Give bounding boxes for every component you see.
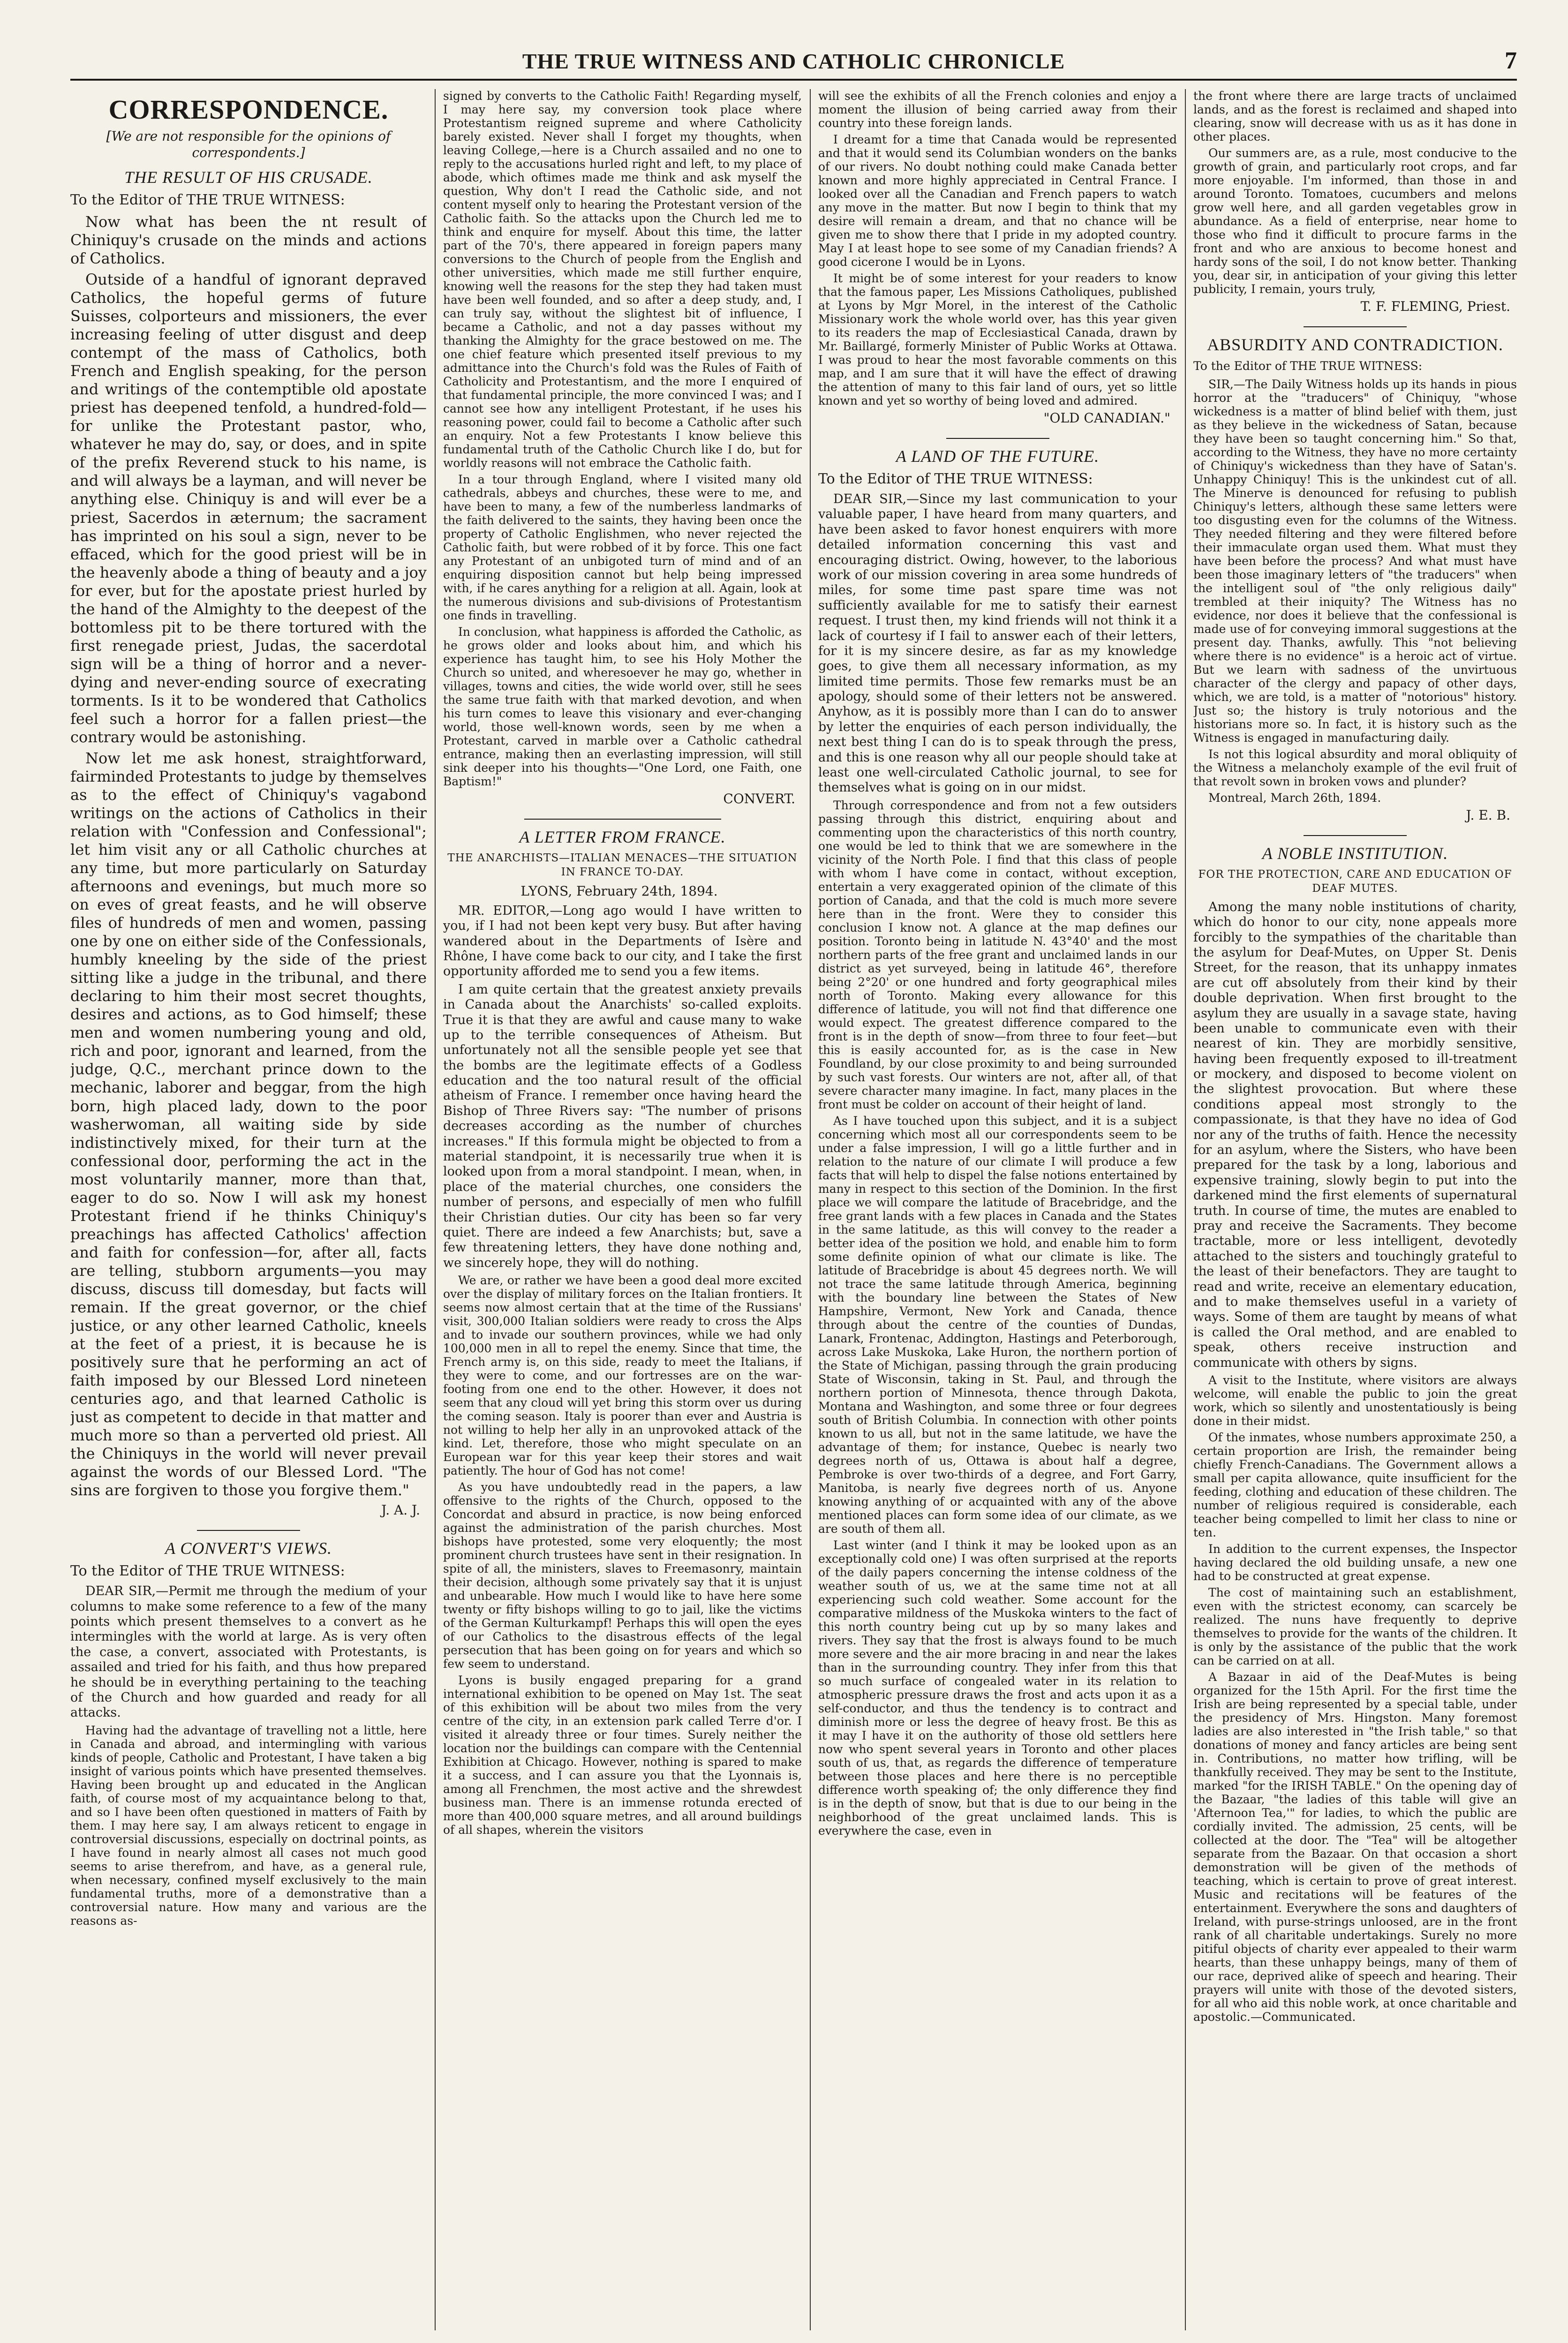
paragraph: As you have undoubtedly read in the papers, a law offensive to the rights of the Church, opposed to the Concordat and absurd in practice, is now being enforced against the administration of the parish churches. Most bishops have protested, some very eloquently; the most prominent church trustees have sent in their resignation. In spite of all, the ministers, slaves to Freemasonry, maintain their decision, although some privately say that it is unjust and unbearable. How much I would like to have here some twenty or fifty bishops willing to go to jail, like the victims of the German Kulturkampf! Perhaps this will open the eyes of our Catholics to the disastrous effects of the legal persecution that has been going on for years and which so few seem to understand. [443,1480,802,1671]
column-2 [443,89,802,2330]
paragraph: MR. EDITOR,—Long ago would I have written to you, if I had not been kept very busy. But after having wandered about in the Departments of Isère and Rhône, I have come back to our city, and I take the first opportunity afforded me to send you a few items. [443,903,802,979]
article-title: A NOBLE INSTITUTION. [1262,844,1448,863]
paragraph: Of the inmates, whose numbers approximate 250, a certain proportion are Irish, the remainder being chiefly French-Canadians. The Government allows a small per capita allowance, quite insufficient for the feeding, clothing and education of these children. The number of religious required is considerable, each teacher being compelled to limit her class to nine or ten. [1193,1430,1517,1539]
separator-rule [1304,326,1407,327]
paragraph: In addition to the current expenses, the Inspector having declared the old building unsafe, a new one had to be constructed at great expense. [1193,1542,1517,1583]
salutation: To the Editor of THE TRUE WITNESS: [70,1563,345,1580]
column-divider [810,89,811,2330]
signoff-date: Montreal, March 26th, 1894. [1208,791,1381,805]
separator-rule [197,1530,300,1531]
paragraph: In a tour through England, where I visited many old cathedrals, abbeys and churches, these were to me, and have been to many, a few of the numberless landmarks of the faith delivered to the saints, they having been once the property of Catholic Englishmen, who never rejected the Catholic faith, but were robbed of it by force. This one fact any Protestant of an unbigoted turn of mind and of an enquiring disposition cannot but help being impressed with, if he cares anything for a religion at all. Again, look at the numerous divisions and sub-divisions of Protestantism one finds in travelling. [443,473,802,622]
paragraph: I dreamt for a time that Canada would be represented and that it would send its Columbian wonders on the banks of our rivers. No doubt nothing could make Canada better known and more highly appreciated in Central France. I looked over all the Canadian and French papers to watch any move in the matter. But now I begin to think that my desire will remain a dream, and that no chance will be given me to show there that I pride in my adopted country. May I at least hope to see some of my Canadian friends? A good cicerone I would be in Lyons. [818,133,1177,269]
section-heading: CORRESPONDENCE. [108,94,389,125]
salutation: To the Editor of THE TRUE WITNESS: [1193,359,1423,373]
paragraph: Our summers are, as a rule, most conducive to the growth of grain, and particularly root crops, and far more enjoyable. I'm informed, than those in and around Toronto. Tomatoes, cucumbers and melons grow well here, and all garden vegetables grow in abundance. As a field of enterprise, near home to those who find it difficult to procure farms in the front and who are anxious to become honest and hardy sons of the soil, I do not know better. Thanking you, dear sir, in anticipation of your giving this letter publicity, I remain, yours truly, [1193,146,1517,296]
column-divider [1185,89,1186,2330]
newspaper-title: THE TRUE WITNESS AND CATHOLIC CHRONICLE [522,49,1065,73]
paragraph: As I have touched upon this subject, and it is a subject concerning which most all our correspondents seem to be under a false impression, I will go a little further and in relation to the nature of our climate I will produce a few facts that will help to dispel the false notions entertained by many in respect to this section of the Dominion. In the first place we will compare the latitude of Bracebridge, and the free grant lands with a few places in Canada and the States in the same latitude, as this will convey to the reader a better idea of the position we hold, and enable him to form some definite opinion of what our climate is like. The latitude of Bracebridge is about 45 degrees north. We will not trace the same latitude through America, beginning with the boundary line between the States of New Hampshire, Vermont, New York and Canada, thence through about the centre of the counties of Dundas, Lanark, Frontenac, Addington, Hastings and Peterborough, across Lake Muskoka, Lake Huron, the northern portion of the State of Michigan, passing through the grain producing State of Wisconsin, taking in St. Paul, and through the northern portion of Minnesota, thence through Dakota, Montana and Washington, and some three or four degrees south of British Columbia. In connection with other points known to us all, but not in the same latitude, we have the advantage of them; for instance, Quebec is nearly two degrees north of us, Ottawa is about half a degree, Pembroke is over two-thirds of a degree, and Fort Garry, Manitoba, is nearly five degrees north of us. Anyone knowing anything of or acquainted with any of the above mentioned places can form some idea of our climate, as we are south of them all. [818,1114,1177,1536]
paragraph: DEAR SIR,—Permit me through the medium of your columns to make some reference to a few of the many points which present themselves to a convert as he intermingles with the world at large. As is very often the case, a convert, associated with Protestants, is assailed and tried for his faith, and thus how prepared he should be in everything pertaining to the teaching of the Church and how guarded and ready for all attacks. [70,1584,427,1720]
masthead [70,47,1517,74]
column-divider [435,89,436,2330]
salutation: To the Editor of THE TRUE WITNESS: [818,471,1093,487]
paragraph: The cost of maintaining such an establishment, even with the strictest economy, can scarcely be realized. The nuns have frequently to deprive themselves to provide for the wants of the children. It is only by the assistance of the public that the work can be carried on at all. [1193,1585,1517,1667]
paragraph: will see the exhibits of all the French colonies and enjoy a moment the illusion of being carried away from their country into these foreign lands. [818,89,1177,130]
article-subtitle: FOR THE PROTECTION, CARE AND EDUCATION OF DEAF MUTES. [1198,868,1512,895]
paragraph: the front where there are large tracts of unclaimed lands, and as the forest is reclaimed and shaped into clearing, snow will decrease with us as it has done in other places. [1193,89,1517,143]
paragraph: Now let me ask honest, straightforward, fairminded Protestants to judge by themselves as to the effect of Chiniquy's vagabond writings on the actions of Catholics in their relation with "Confession and Confessional"; let him visit any or all Catholic churches at any time, but more particularly on Saturday afternoons and evenings, but much more so on eves of great feasts, and he will observe files of hundreds of men and women, passing one by one on either side of the Confessionals, humbly kneeling by the side of the priest sitting like a judge in the tribunal, and there declaring to him their most secret thoughts, desires and actions, as to God himself; these men and women numbering young and old, rich and poor, ignorant and learned, from the judge, Q.C., merchant prince down to the mechanic, laborer and beggar, from the high born, high placed lady, down to the poor washerwoman, all waiting side by side indistinctively mixed, for their turn at the confessional door, performing the act in the most voluntarily manner, more than that, eager to do so. Now I will ask my honest Protestant friend if he thinks Chiniquy's preachings has affected Catholics' affection and faith for confession—for, after all, facts are telling, stubborn arguments—you may discuss, discuss till domesday, but facts will remain. If the great governor, or the chief justice, or any other learned Catholic, kneels at the feet of a priest, it is because he is positively sure that he performing an act of faith imposed by our Blessed Lord nineteen centuries ago, and that learned Catholic is just as competent to decide in that matter and much more so than a perverted old priest. All the Chiniquys in the world will never prevail against the words of our Blessed Lord. "The sins are forgiven to those you forgive them." [70,749,427,1499]
paragraph: DEAR SIR,—Since my last communication to your valuable paper, I have heard from many quarters, and have been asked to favor honest enquirers with more detailed information concerning this vast and encouraging district. Owing, however, to the laborious work of our mission covering in area some hundreds of miles, for some time past spare time was not sufficiently available for me to satisfy their earnest request. I trust then, my kind friends will not think it a lack of courtesy if I fail to answer each of their letters, for it is my sincere desire, as far as my knowledge goes, to give them all necessary information, as my limited time permits. Those few remarks must be an apology, should some of their letters not be answered. Anyhow, as it is possibly more than I can do to answer by letter the enquiries of each person individually, the next best thing I can do is to speak through the press, and this is one reason why all our people should take at least one well-circulated Catholic journal, to see for themselves what is going on in our midst. [818,492,1177,795]
paragraph: I am quite certain that the greatest anxiety prevails in Canada about the Anarchists' so-called exploits. True it is that they are awful and cause many to wake up to the terrible consequences of Atheism. But unfortunately not all the sensible people yet see that the bombs are the legitimate effects of a Godless education and the too natural result of the official atheism of France. I remember once having heard the Bishop of Three Rivers say: "The number of prisons decreases according as the number of churches increases." If this formula might be objected to from a material standpoint, it is necessarily true when it is looked upon from a moral standpoint. I mean, when, in place of the material churches, one considers the number of persons, and especially of men who fulfill their Christian duties. Our city has been so far very quiet. There are indeed a few Anarchists; but, save a few threatening letters, they have done nothing and, we sincerely hope, they will do nothing. [443,982,802,1270]
column-1 [70,89,427,2330]
signature: J. E. B. [1466,807,1510,823]
paragraph: Through correspondence and from not a few outsiders passing through this district, enquiring about and commenting upon the characteristics of this north country, one would be led to think that we are somewhere in the vicinity of the North Pole. I find that this class of people with whom I have come in contact, without exception, entertain a very exaggerated opinion of the climate of this portion of Canada, and that the cold is much more severe here than in the front. Were they to consider this conclusion I know not. A glance at the map defines our position. Toronto being in latitude N. 43°40' and the most northern parts of the free grant and unclaimed lands in our district as yet surveyed, being in latitude 46°, therefore being 2°20' or one hundred and forty geographical miles north of Toronto. Making every allowance for this difference of latitude, you will not find that difference one would expect. The greatest difference compared to the front is in the depth of snow—from three to four feet—but this is easily accounted for, as is the case in New Foundland, by our close proximity to and being surrounded by such vast forests. Our winters are not, after all, of that severe character many imagine. In fact, many places in the front must be colder on account of their height of land. [818,798,1177,1111]
paragraph: A visit to the Institute, where visitors are always welcome, will enable the public to join the great work, which so silently and unostentatiously is being done in their midst. [1193,1373,1517,1428]
paragraph: It might be of some interest for your readers to know that the famous paper, Les Missions Catholiques, published at Lyons by Mgr Morel, in the interest of the Catholic Missionary work the whole world over, has this year given to its readers the map of Ecclesiastical Canada, drawn by Mr. Baillargé, formerly Minister of Public Works at Ottawa. I was proud to hear the most favorable comments on this map, and I am sure that it will have the effect of drawing the attention of many to this fair land of ours, yet so little known and yet so worthy of being loved and admired. [818,271,1177,407]
paragraph: We are, or rather we have been a good deal more excited over the display of military forces on the Italian frontiers. It seems now almost certain that at the time of the Russians' visit, 300,000 Italian soldiers were ready to cross the Alps and to invade our southern provinces, while we had only 100,000 men in all to repel the enemy. Since that time, the French army is, on this side, ready to meet the Italians, if they were to come, and our fortresses are on the war-footing from one end to the other. However, it does not seem that any cloud will yet bring this storm over us during the coming season. Italy is poorer than ever and Austria is not willing to help her ally in an unprovoked attack of the kind. Let, therefore, those who might speculate on an European war for this year keep their stores and wait patiently. The hour of God has not come! [443,1273,802,1478]
header-rule [70,79,1517,81]
paragraph: A Bazaar in aid of the Deaf-Mutes is being organized for the 15th April. For the first time the Irish are being represented by a special table, under the presidency of Mrs. Hingston. Many foremost ladies are also interested in "the Irish table," so that donations of money and fancy articles are being sent in. Contributions, no matter how trifling, will be thankfully received. They may be sent to the Institute, marked "for the IRISH TABLE." On the opening day of the Bazaar, "the ladies of this table will give an 'Afternoon Tea,'" for ladies, to which the public are cordially invited. The admission, 25 cents, will be collected at the door. The "Tea" will be altogether separate from the Bazaar. On that occasion a short demonstration will be given of the methods of teaching, which is certain to prove of great interest. Music and recitations will be features of the entertainment. Everywhere the sons and daughters of Ireland, with purse-strings unloosed, are in the front rank of all charitable undertakings. Surely no more pitiful objects of charity ever appealed to their warm hearts, than these unhappy beings, many of them of our race, deprived alike of speech and hearing. Their prayers will unite with those of the devoted sisters, for all who aid this noble work, at once charitable and apostolic.—Communicated. [1193,1670,1517,2024]
article-title: ABSURDITY AND CONTRADICTION. [1207,335,1503,354]
signature: J. A. J. [381,1502,420,1518]
editorial-disclaimer: [We are not responsible for the opinions of correspondents.] [106,128,391,160]
paragraph: Now what has been the nt result of Chiniquy's crusade on the minds and actions of Catholics. [70,213,427,268]
article-title: A LETTER FROM FRANCE. [519,828,726,846]
separator-rule [1304,835,1407,836]
separator-rule [524,819,721,820]
signature: T. F. FLEMING, Priest. [1360,299,1510,314]
paragraph: Among the many noble institutions of charity, which do honor to our city, none appeals more forcibly to the sympathies of the charitable than the asylum for Deaf-Mutes, on Upper St. Denis Street, for the reason, that its unhappy inmates are cut off absolutely from their kind by their double deprivation. When first brought to the asylum they are usually in a savage state, having been unable to communicate even with their nearest of kin. They are morbidly sensitive, having been frequently exposed to ill-treatment or mockery, and disposed to become violent on the slightest provocation. But where these conditions appeal most strongly to the compassionate, is that they have no idea of God nor any of the truths of faith. Hence the necessity for an asylum, where the Sisters, who have been prepared for the task by a long, laborious and expensive training, slowly begin to put into the darkened mind the first elements of supernatural truth. In course of time, the mutes are enabled to pray and receive the Sacraments. They become tractable, more or less intelligent, devotedly attached to the sisters and touchingly grateful to the least of their benefactors. They are taught to read and write, receive an elementary education, and to make themselves useful in a variety of ways. Some of them are taught by means of what is called the Oral method, and are enabled to speak, others receive instruction and communicate with others by signs. [1193,899,1517,1370]
paragraph: Outside of a handful of ignorant depraved Catholics, the hopeful germs of future Suisses, colporteurs and missioners, the ever increasing feeling of utter disgust and deep contempt of the mass of Catholics, both French and English speaking, for the person and writings of the contemptible old apostate priest has deepened tenfold, a hundred-fold—for unlike the Protestant pastor, who, whatever he may do, say, or does, and in spite of the prefix Reverend stuck to his name, is and will always be a layman, and will never be anything else. Chiniquy is and will ever be a priest, Sacerdos in æternum; the sacrament has imprinted on his soul a sign, never to be effaced, which for the good priest will be in the heavenly abode a thing of beauty and a joy for ever, but for the apostate priest hurled by the hand of the Almighty to the deepest of the bottomless pit to be there tortured with the first renegade priest, Judas, the sacerdotal sign will be a thing of horror and a never-dying and never-ending source of execrating torments. Is it to be wondered that Catholics feel such a horror for a fallen priest—the contrary would be astonishing. [70,271,427,746]
article-title: A LAND OF THE FUTURE. [896,447,1100,466]
paragraph: Having had the advantage of travelling not a little, here in Canada and abroad, and intermingling with various kinds of people, Catholic and Protestant, I have taken a big insight of various points which have presented themselves. Having been brought up and educated in the Anglican faith, of course most of my acquaintance belong to that, and so I have been often questioned in matters of Faith by them. I may here say, I am always reticent to engage in controversial discussions, especially on doctrinal points, as I have found in nearly almost all cases not much good seems to arise therefrom, and have, as a general rule, when necessary, confined myself exclusively to the main fundamental truths, more of a demonstrative than a controversial nature. How many and various are the reasons as- [70,1723,427,1928]
article-title: THE RESULT OF HIS CRUSADE. [124,168,373,187]
separator-rule [946,438,1049,439]
signature: CONVERT. [723,791,795,806]
article-subtitle: THE ANARCHISTS—ITALIAN MENACES—THE SITUATION IN FRANCE TO-DAY. [447,852,798,878]
paragraph: Is not this logical absurdity and moral obliquity of the Witness a melancholy example of the evil fruit of that revolt sown in broken vows and plunder? [1193,747,1517,788]
column-3 [818,89,1177,2330]
paragraph: Last winter (and I think it may be looked upon as an exceptionally cold one) I was often surprised at the reports of the daily papers concerning the intense coldness of the weather south of us, we at the same time not at all experiencing such cold weather. Some account for the comparative mildness of the Muskoka winters to the fact of this north country being cut up by so many lakes and rivers. They say that the frost is always found to be much more severe and the air more bracing in and near the lakes than in the surrounding country. They infer from this that so much surface of congealed water in its relation to atmospheric pressure draws the frost and acts upon it as a self-conductor, and thus the tendency is to contract and diminish more or less the degree of heavy frost. Be this as it may I have it on the authority of those old settlers here now who spent several years in Toronto and other places south of us, that, as regards the difference of temperature between those places and here there is no perceptible difference worth speaking of; the only difference they find is in the depth of snow, but that is due to our being in the neighborhood of the great unclaimed lands. This is everywhere the case, even in [818,1538,1177,1838]
paragraph: signed by converts to the Catholic Faith! Regarding myself, I may here say, my conversion took place where Protestantism reigned supreme and where Catholicity barely existed. Never shall I forget my thoughts, when leaving College,—here is a Church assailed and no one to reply to the accusations hurled right and left, to my place of abode, which oftimes made me think and ask myself the question, Why don't I read the Catholic side, and not content myself only to hearing the Protestant version of the Catholic faith. So the attacks upon the Church led me to think and enquire for myself. About this time, the latter part of the 70's, there appeared in foreign papers many conversions to the Church of people from the English and other universities, which made me still further enquire, knowing well the reasons for the step they had taken must have been well founded, and so after a deep study, and, I can truly say, without the slightest bit of influence, I became a Catholic, and not a day passes without my thanking the Almighty for the grace bestowed on me. The one chief feature which presented itself previous to my admittance into the Church's fold was the Rules of Faith of Catholicity and Protestantism, and the more I enquired of that fundamental principle, the more convinced I was; and I cannot see how any intelligent Protestant, if he uses his reasoning power, could fail to become a Catholic after such an enquiry. Not a few Protestants I know believe this fundamental truth of the Catholic Church like I do, but for worldly reasons will not embrace the Catholic faith. [443,89,802,470]
article-title: A CONVERT'S VIEWS. [165,1539,332,1558]
paragraph: In conclusion, what happiness is afforded the Catholic, as he grows older and looks about him, and which his experience has taught him, to see his Holy Mother the Church so united, and wheresoever he may go, whether in villages, towns and cities, the wide world over, still he sees the same true faith with that marked devotion, and when his turn comes to leave this visionary and ever-changing world, those well-known words, seen by me when a Protestant, carved in marble over a Catholic cathedral entrance, making then an everlasting impression, will still sink deeper into his thoughts—"One Lord, one Faith, one Baptism!" [443,625,802,788]
column-4 [1193,89,1517,2330]
signature: "OLD CANADIAN." [1043,410,1170,426]
salutation: To the Editor of THE TRUE WITNESS: [70,192,345,208]
dateline: LYONS, February 24th, 1894. [520,883,718,899]
page-number: 7 [1505,47,1517,74]
paragraph: Lyons is busily engaged preparing for a grand international exhibition to be opened on May 1st. The seat of this exhibition will be about two miles from the very centre of the city, in an extension park called Terre d'or. I visited it already three or four times. Surely neither the location nor the buildings can compare with the Centennial Exhibition at Chicago. However, nothing is spared to make it a success, and I can assure you that the Lyonnais is, among all Frenchmen, the most active and the shrewdest business man. There is an immense rotunda erected of more than 400,000 square metres, and all around buildings of all shapes, wherein the visitors [443,1673,802,1837]
paragraph: SIR,—The Daily Witness holds up its hands in pious horror at the "traducers" of Chiniquy, "whose wickedness is a matter of blind belief with them, just as they believe in the wickedness of Satan, because they have been so taught concerning him." So that, according to the Witness, they have no more certainty of Chiniquy's wickedness than they have of Satan's. Unhappy Chiniquy! This is the unkindest cut of all. The Minerve is denounced for refusing to publish Chiniquy's letters, although these same letters were too disgusting even for the columns of the Witness. They needed filtering and they were filtered before their immaculate organ used them. What must they have been before the process? And what must have been those imaginary letters of "the traducers" when the intelligent soul of "the only religious daily" trembled at their iniquity? The Witness has no evidence, nor does it believe that the confessional is made use of for conveying immoral suggestions at the present day. Thanks, awfully. This "not believing where there is no evidence" is a heroic act of virtue. But we learn with sadness of the unvirtuous character of the clergy and papacy of other days, which, we are told, is a matter of "notorious" history. Just so; the history is truly notorious and the historians more so. In fact, it is history such as the Witness is engaged in manufacturing daily. [1193,377,1517,745]
